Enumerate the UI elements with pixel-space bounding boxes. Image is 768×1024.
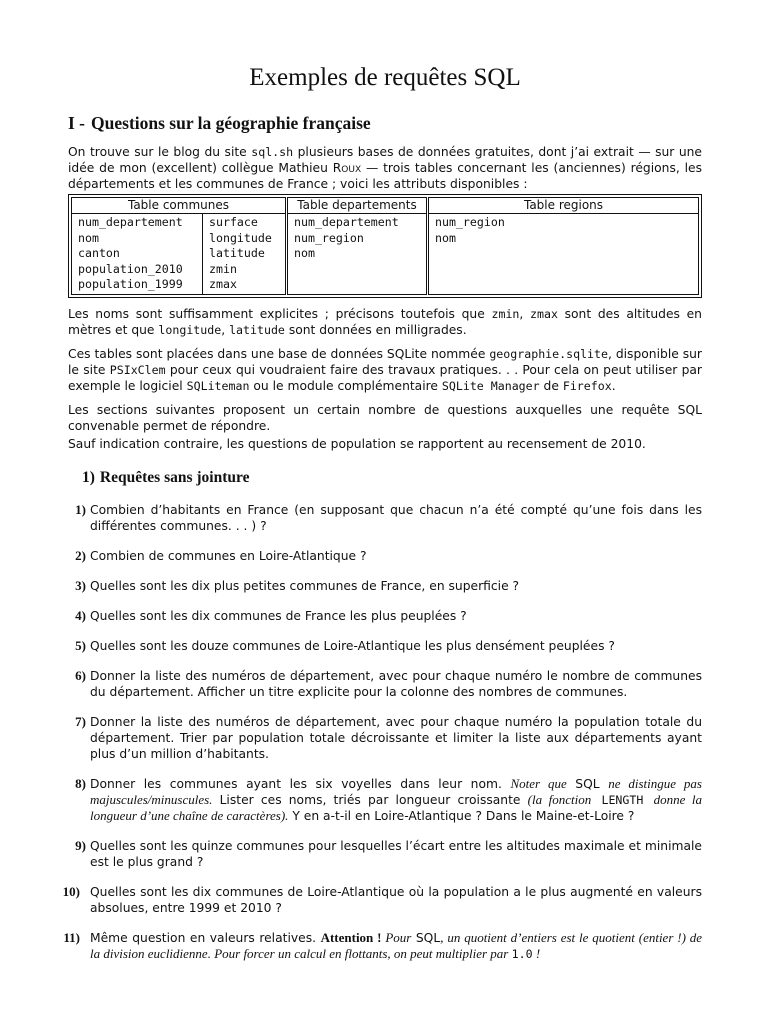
question-italic: ! [532, 945, 541, 961]
db-filename: geographie.sqlite [489, 346, 608, 361]
question-number: 7) [75, 713, 86, 729]
question-number: 11) [63, 929, 80, 945]
attr-item: surface [209, 215, 258, 229]
census-paragraph: Sauf indication contraire, les questions de population se rapportent au recensement de 2010. [68, 436, 646, 451]
attr-item: num_region [435, 215, 505, 229]
doc-title: Exemples de requêtes SQL [249, 64, 521, 91]
question-text: SQL [411, 930, 441, 945]
question-number: 8) [75, 775, 86, 791]
header-departements: Table departements [287, 198, 428, 214]
question-list [62, 501, 703, 962]
attr-item: num_departement [294, 215, 399, 229]
question-text: Combien d’habitants en France (en supposant que chacun n’a été compté qu’une fois dans les différentes communes. . . ) ? [90, 502, 702, 533]
section-number: I - [68, 113, 86, 133]
question-italic: , un quotient d’entiers est le quotient (entier !) de la division euclidienne. Pour forcer un calcul en flottants, on peut multiplier par [90, 929, 703, 961]
code-longitude: longitude [158, 322, 222, 337]
question-text: Même question en valeurs relatives. [90, 930, 321, 945]
attr-item: zmax [209, 277, 237, 291]
question-text: Donner la liste des numéros de département, avec pour chaque numéro le nombre de communes du département. Afficher un titre explicite pour la colonne des nombres de communes. [90, 668, 702, 699]
communes-attrs-col1 [72, 214, 203, 295]
subsection-title: Requêtes sans jointure [99, 468, 250, 486]
question-text: Combien de communes en Loire-Atlantique ? [90, 548, 367, 563]
header-communes: Table communes [72, 198, 287, 214]
question-item [68, 608, 702, 624]
question-number: 2) [75, 547, 86, 563]
question-italic: Pour [381, 929, 412, 945]
question-text: Quelles sont les douze communes de Loire-Atlantique les plus densément peuplées ? [90, 638, 615, 653]
db-text: Ces tables sont placées dans une base de données SQLite nommée [68, 346, 490, 361]
attr-item: nom [78, 230, 99, 245]
attr-item: canton [78, 246, 120, 260]
question-item [68, 714, 702, 762]
communes-attrs-col2 [203, 214, 287, 295]
note-text: Les noms sont suffisamment explicites ; précisons toutefois que [68, 306, 492, 321]
question-item [68, 502, 702, 534]
note-text: sont des altitudes en mètres et que [68, 306, 702, 337]
code-zmax: zmax [530, 306, 558, 321]
intro-paragraph [68, 144, 702, 192]
question-italic: Noter que [510, 775, 567, 791]
question-italic: donne la longueur d’une chaîne de caractères). [90, 791, 703, 823]
attention-label: Attention ! [320, 929, 382, 945]
attributes-note [68, 306, 702, 338]
database-paragraph [68, 346, 702, 394]
question-item [68, 548, 702, 564]
question-number: 5) [75, 637, 86, 653]
code-zmin: zmin [491, 306, 520, 321]
question-italic: ne distingue pas majuscules/minuscules. [90, 775, 702, 807]
question-number: 9) [75, 837, 86, 853]
note-text: , [221, 322, 230, 337]
attr-item: latitude [209, 246, 265, 260]
attr-item: num_departement [78, 215, 183, 229]
question-item [62, 883, 702, 916]
question-italic: (la fonction [527, 791, 592, 807]
attributes-table [71, 197, 699, 295]
question-item [68, 638, 702, 654]
question-text: SQL [566, 776, 609, 791]
attr-item: num_region [294, 230, 364, 245]
author-name: Roux [332, 161, 362, 175]
attr-item: nom [435, 230, 456, 245]
site-name: sql.sh [251, 145, 294, 159]
site-psixclem: PSIxClem [109, 362, 166, 377]
regions-attrs [428, 214, 699, 295]
question-item [68, 776, 702, 824]
tool-sqliteman: SQLiteman [186, 378, 250, 393]
sections-paragraph: Les sections suivantes proposent un certain nombre de questions auxquelles une requête SQL convenable permet de répondre. [68, 402, 702, 433]
subsection-heading [82, 468, 702, 488]
intro-text-a: On trouve sur le blog du site [68, 145, 252, 159]
section-title: Questions sur la géographie française [91, 113, 371, 133]
question-text: Lister ces noms, triés par longueur croissante [212, 792, 528, 807]
code-length: LENGTH [591, 792, 654, 807]
question-number: 1) [75, 501, 86, 517]
intro-text-b: plusieurs bases de données gratuites, dont j’ai extrait — sur une idée de mon (excellent) collègue Mathieu [68, 145, 702, 175]
attr-item: population_1999 [78, 277, 183, 291]
section-heading [68, 112, 702, 134]
departements-attrs [287, 214, 428, 295]
question-item [63, 929, 703, 962]
question-number: 6) [75, 667, 86, 683]
note-text: sont données en milligrades. [284, 322, 467, 337]
db-text: ou le module complémentaire [249, 378, 442, 393]
question-number: 10) [62, 883, 80, 899]
question-number: 3) [75, 577, 86, 593]
question-text: Quelles sont les dix plus petites communes de France, en superficie ? [90, 578, 520, 593]
subsection-number: 1) [82, 468, 95, 486]
db-text: de [539, 378, 563, 393]
attributes-table-frame [68, 194, 702, 298]
question-item [68, 668, 702, 700]
question-text: Quelles sont les dix communes de France les plus peuplées ? [90, 608, 467, 623]
browser-firefox: Firefox [562, 378, 612, 393]
intro-text-c: — trois tables concernant les (anciennes) régions, les départements et les communes de France ; voici les attributs disponibles : [68, 161, 703, 191]
attr-item: nom [294, 246, 315, 260]
attr-item: zmin [209, 261, 237, 276]
question-text: Donner la liste des numéros de département, avec pour chaque numéro la population totale du département. Trier par population totale décroissante et limiter la liste aux départements ayant plus d’un million d’habitants. [90, 714, 702, 761]
db-text: pour ceux qui voudraient faire des travaux pratiques. . . Pour cela on peut utiliser par exemple le logiciel [68, 362, 702, 393]
code-value: 1.0 [511, 946, 533, 961]
attr-item: longitude [209, 230, 272, 245]
addon-sqlite-manager: SQLite Manager [441, 378, 540, 393]
question-text: Y en a-t-il en Loire-Atlantique ? Dans le Maine-et-Loire ? [288, 808, 635, 823]
db-text: . [611, 378, 616, 393]
attr-item: population_2010 [78, 261, 183, 276]
question-number: 4) [75, 607, 86, 623]
question-text: Donner les communes ayant les six voyelles dans leur nom. [90, 776, 511, 791]
question-text: Quelles sont les quinze communes pour lesquelles l’écart entre les altitudes maximale et minimale est le plus grand ? [90, 838, 702, 869]
db-text: , disponible sur le site [68, 346, 702, 377]
question-text: Quelles sont les dix communes de Loire-Atlantique où la population a le plus augmenté en valeurs absolues, entre 1999 et 2010 ? [90, 884, 702, 915]
code-latitude: latitude [229, 322, 285, 337]
question-item [68, 578, 702, 594]
header-regions: Table regions [428, 198, 699, 214]
question-item [68, 838, 702, 870]
note-text: , [519, 306, 531, 321]
